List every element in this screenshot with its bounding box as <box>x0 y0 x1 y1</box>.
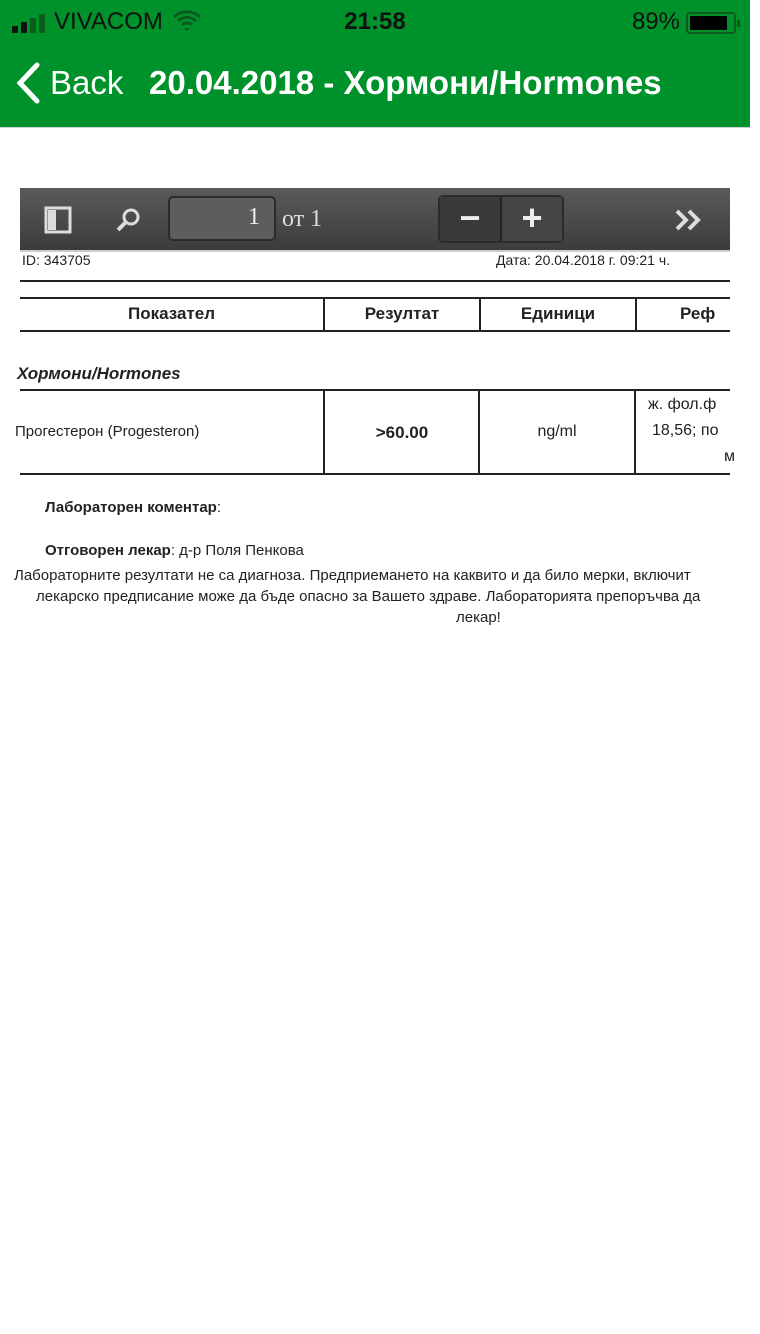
lab-comment-label: Лабораторен коментар <box>45 499 217 516</box>
col-divider <box>634 389 636 473</box>
test-reference: м <box>724 448 735 465</box>
doctor-name: : д-р Поля Пенкова <box>170 542 304 559</box>
zoom-controls <box>438 195 564 243</box>
table-row-border <box>20 389 730 391</box>
back-button[interactable] <box>16 62 123 104</box>
column-header: Единици <box>520 304 596 323</box>
nav-bar <box>0 0 750 128</box>
pdf-viewer <box>14 188 735 648</box>
disclaimer-line: Лабораторните резултати не са диагноза. Предприемането на каквито и да било мерки, включит <box>14 567 691 584</box>
section-title: Хормони/Hormones <box>17 364 181 383</box>
chevron-left-icon <box>16 62 40 104</box>
table-header-border <box>20 330 730 332</box>
zoom-in-button[interactable]: + <box>500 197 562 241</box>
table-row-border <box>20 473 730 475</box>
responsible-doctor <box>45 542 304 559</box>
test-unit: ng/ml <box>537 423 577 440</box>
zoom-out-button[interactable]: − <box>440 197 500 241</box>
page-count: от 1 <box>282 206 323 232</box>
column-header: Резултат <box>364 304 440 323</box>
divider <box>20 280 730 282</box>
doctor-label: Отговорен лекар <box>45 542 171 559</box>
battery-percent: 89% <box>631 8 680 35</box>
column-header: Реф <box>680 304 716 323</box>
battery-icon <box>686 12 736 34</box>
test-name: Прогестерон (Progesteron) <box>15 423 200 440</box>
double-chevron-right-icon[interactable] <box>674 208 706 232</box>
clock: 21:58 <box>344 8 406 35</box>
search-icon[interactable] <box>114 206 142 234</box>
col-divider <box>635 297 637 332</box>
disclaimer-line: лекарско предписание може да бъде опасно за Вашето здраве. Лабораторията препоръчва да <box>36 588 701 605</box>
test-reference: 18,56; по <box>652 422 719 439</box>
column-header: Показател <box>127 304 216 323</box>
page-title: 20.04.2018 - Хормони/Hormones <box>149 64 662 101</box>
lab-comment: Лабораторен коментар: <box>45 499 222 516</box>
table-top-border <box>20 297 730 299</box>
test-result: >60.00 <box>375 423 429 442</box>
carrier: VIVACOM <box>54 8 163 35</box>
pdf-toolbar <box>20 188 730 252</box>
report-date: Дата: 20.04.2018 г. 09:21 ч. <box>496 252 671 268</box>
report-id: ID: 343705 <box>22 252 91 268</box>
disclaimer-line: лекар! <box>456 609 501 626</box>
status-bar <box>0 6 750 36</box>
back-label: Back <box>50 64 124 101</box>
test-reference: ж. фол.ф <box>648 396 717 413</box>
page-number-input[interactable]: 1 <box>168 196 276 241</box>
sidebar-toggle-icon[interactable] <box>44 206 72 234</box>
